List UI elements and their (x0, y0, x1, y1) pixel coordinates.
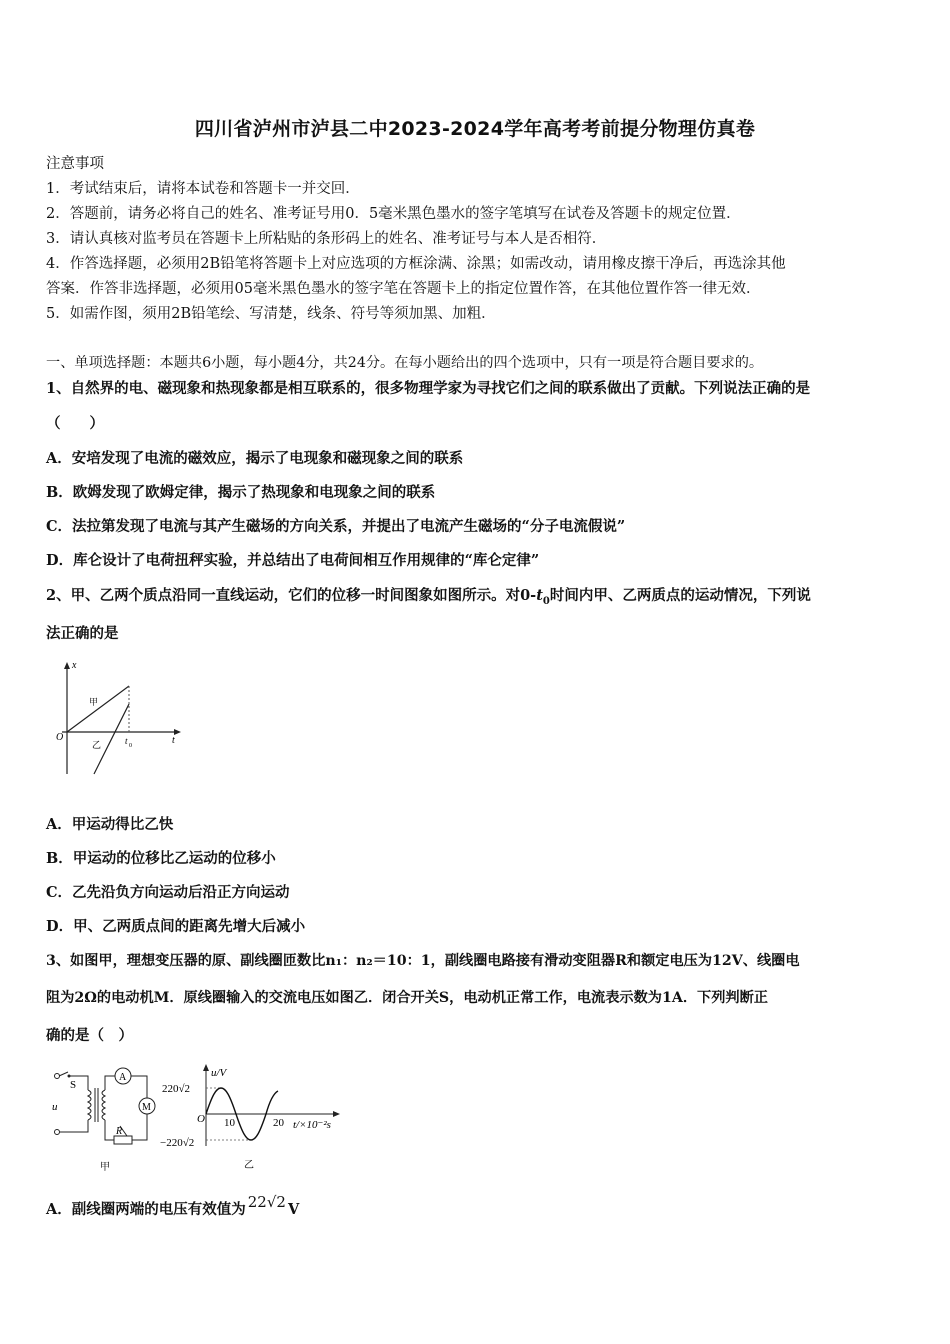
origin-label: O (197, 1113, 205, 1125)
notice-item: 1．考试结束后，请将本试卷和答题卡一并交回． (46, 181, 360, 197)
question-1-option-d: D．库仑设计了电荷扭秤实验，并总结出了电荷间相互作用规律的“库仑定律” (46, 552, 540, 569)
right-wire-top (131, 1076, 147, 1098)
question-2-stem-part-b: 时间内甲、乙两质点的运动情况，下列说 (549, 587, 811, 604)
right-wire-bottom (132, 1114, 147, 1140)
t-tick-20: 20 (273, 1117, 284, 1129)
origin-label: O (56, 732, 64, 743)
question-2-option-c: C．乙先沿负方向运动后沿正方向运动 (46, 884, 290, 901)
u-max-label: 220√2 (162, 1083, 191, 1095)
ammeter-label: A (119, 1072, 127, 1083)
question-2-stem-line2: 法正确的是 (46, 625, 119, 642)
question-3-stem: 3、如图甲，理想变压器的原、副线圈匝数比n₁：n₂＝10：1，副线圈电路接有滑动变阻器R和额定电压为12V、线圈电 (46, 953, 800, 969)
t-axis-arrow (333, 1111, 340, 1117)
question-3-option-a-unit: V (287, 1201, 300, 1218)
question-3-option-a-value: 22√2 (247, 1193, 286, 1211)
t-axis-arrow (174, 729, 181, 735)
primary-coil (88, 1090, 91, 1120)
u-axis-label: u/V (211, 1067, 227, 1079)
notice-item: 3．请认真核对监考员在答题卡上所粘贴的条形码上的姓名、准考证号与本人是否相符． (46, 231, 607, 247)
terminal-top (55, 1074, 60, 1079)
line-yi (94, 704, 129, 774)
question-1-option-c: C．法拉第发现了电流与其产生磁场的方向关系，并提出了电流产生磁场的“分子电流假说” (46, 518, 626, 535)
question-2-stem (46, 584, 811, 607)
secondary-wire-top (105, 1076, 115, 1090)
notice-item: 答案．作答非选择题，必须用05毫米黑色墨水的签字笔在答题卡上的指定位置作答，在其他位置作答一律无效． (46, 281, 761, 297)
resistor-symbol (114, 1136, 132, 1144)
question-3-option-a (46, 1193, 300, 1219)
question-3-stem-line3: 确的是（ ） (46, 1027, 133, 1044)
label-jia: 甲 (89, 697, 99, 707)
t-tick-10: 10 (224, 1117, 235, 1129)
figure-caption-yi: 乙 (244, 1160, 254, 1171)
x-axis-arrow (64, 662, 70, 669)
notice-item: 5．如需作图，须用2B铅笔绘、写清楚，线条、符号等须加黑、加粗． (46, 306, 496, 322)
page-title: 四川省泸州市泸县二中2023-2024学年高考考前提分物理仿真卷 (194, 118, 756, 140)
notice-item: 4．作答选择题，必须用2B铅笔将答题卡上对应选项的方框涂满、涂黑；如需改动，请用橡皮擦干净后，再选涂其他 (46, 256, 786, 272)
u-min-label: −220√2 (160, 1137, 195, 1149)
question-2-stem-part-a: 2、甲、乙两个质点沿同一直线运动，它们的位移一时间图象如图所示。对0- (46, 587, 537, 604)
resistor-label: R (116, 1126, 123, 1137)
notice-item: 2．答题前，请务必将自己的姓名、准考证号用0．5毫米黑色墨水的签字笔填写在试卷及答题卡的规定位置． (46, 206, 741, 222)
question-2-option-b: B．甲运动的位移比乙运动的位移小 (46, 850, 276, 867)
question-1-stem: 1、自然界的电、磁现象和热现象都是相互联系的，很多物理学家为寻找它们之间的联系做出了贡献。下列说法正确的是 (46, 380, 811, 397)
label-yi: 乙 (92, 740, 102, 750)
ac-voltage-graph (160, 1060, 350, 1172)
secondary-wire-bottom (105, 1120, 114, 1140)
secondary-coil (102, 1090, 105, 1120)
switch-label: S (70, 1079, 77, 1091)
question-2-stem-sub: 0 (542, 595, 550, 607)
question-2-option-a: A．甲运动得比乙快 (46, 816, 174, 833)
question-1-option-b: B．欧姆发现了欧姆定律，揭示了热现象和电现象之间的联系 (46, 484, 436, 501)
line-jia (67, 686, 129, 732)
question-2-stem-t: t (536, 587, 543, 604)
t-axis-label: t (172, 735, 175, 746)
switch-blade (59, 1072, 68, 1076)
section-header: 一、单项选择题：本题共6小题，每小题4分，共24分。在每小题给出的四个选项中，只有一项是符合题目要求的。 (46, 355, 764, 371)
figure-caption-jia: 甲 (100, 1162, 110, 1173)
t0-sub: 0 (129, 743, 132, 749)
notice-heading: 注意事项 (46, 156, 104, 172)
question-2-xt-graph (52, 658, 187, 778)
question-1-stem-bracket: （ ） (46, 415, 104, 432)
primary-wire-bottom (60, 1120, 88, 1132)
source-label: u (52, 1101, 58, 1113)
transformer-circuit-diagram (48, 1062, 168, 1174)
u-axis-arrow (203, 1064, 209, 1071)
t0-label: t (125, 736, 128, 746)
question-2-option-d: D．甲、乙两质点间的距离先增大后减小 (46, 918, 306, 935)
x-axis-label: x (72, 660, 77, 671)
question-3-stem-line2: 阻为2Ω的电动机M．原线圈输入的交流电压如图乙．闭合开关S，电动机正常工作，电流表示数为1A．下列判断正 (46, 990, 768, 1006)
motor-label: M (142, 1102, 151, 1113)
t-axis-label: t/×10⁻²s (293, 1119, 331, 1131)
question-1-option-a: A．安培发现了电流的磁效应，揭示了电现象和磁现象之间的联系 (46, 450, 464, 467)
terminal-bottom (55, 1130, 60, 1135)
question-3-option-a-text: A．副线圈两端的电压有效值为 (46, 1201, 246, 1218)
